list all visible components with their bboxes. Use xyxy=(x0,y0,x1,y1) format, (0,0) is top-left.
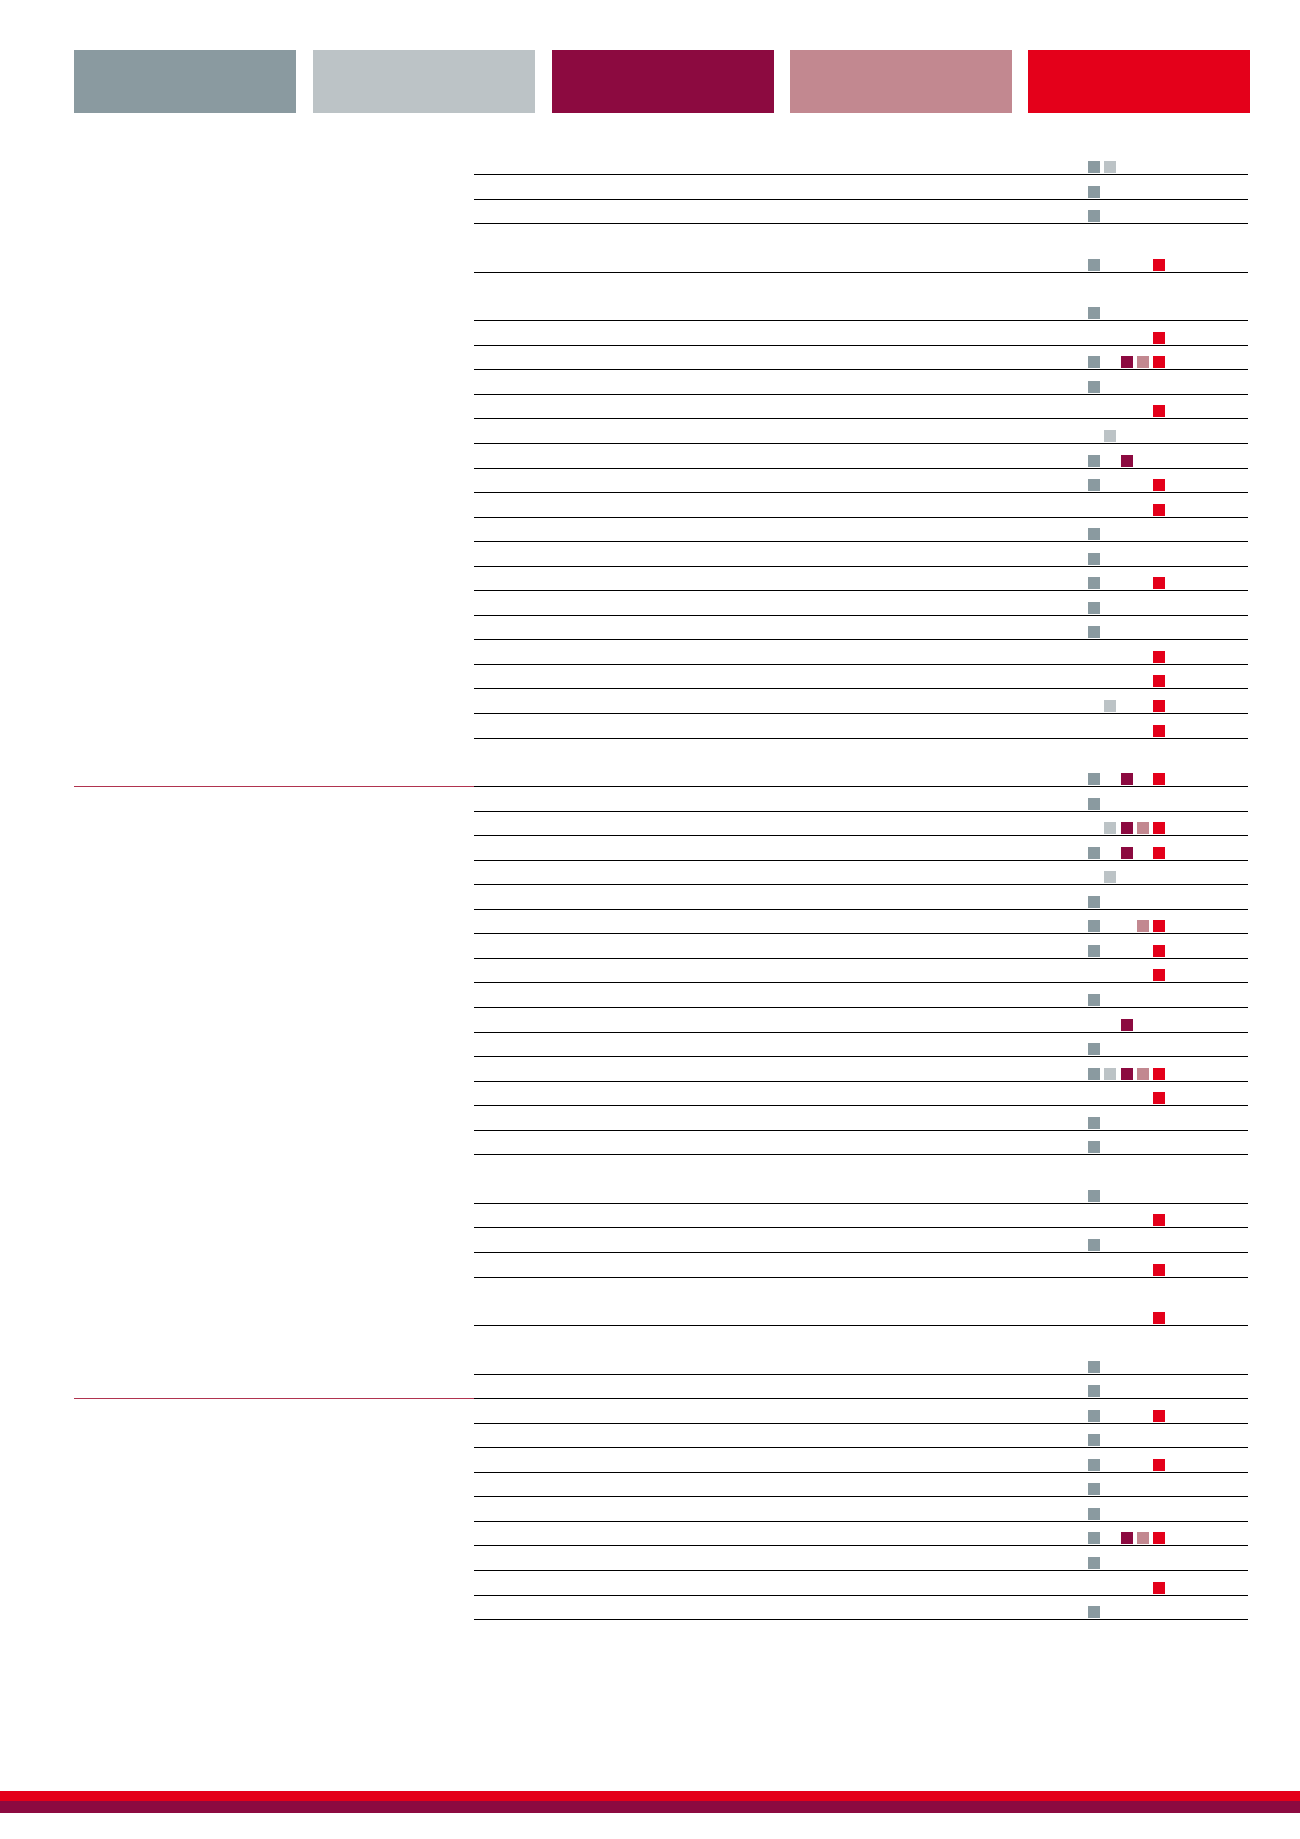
table-row-rule xyxy=(474,272,1248,273)
table-row-rule xyxy=(474,1374,1248,1375)
marker-cat5 xyxy=(1153,822,1165,834)
marker-cat5 xyxy=(1153,577,1165,589)
marker-cat5 xyxy=(1153,1264,1165,1276)
table-row-rule xyxy=(474,811,1248,812)
table-row-rule xyxy=(474,1203,1248,1204)
table-row-rule xyxy=(474,1081,1248,1082)
marker-cat5 xyxy=(1153,405,1165,417)
table-row-rule xyxy=(474,418,1248,419)
table-row-rule xyxy=(474,835,1248,836)
marker-cat5 xyxy=(1153,356,1165,368)
marker-cat5 xyxy=(1153,1410,1165,1422)
table-row-rule xyxy=(474,1130,1248,1131)
marker-cat1 xyxy=(1088,1532,1100,1544)
marker-cat3 xyxy=(1121,773,1133,785)
marker-cat5 xyxy=(1153,773,1165,785)
marker-cat1 xyxy=(1088,994,1100,1006)
marker-cat1 xyxy=(1088,210,1100,222)
marker-cat2 xyxy=(1104,822,1116,834)
marker-cat1 xyxy=(1088,1141,1100,1153)
table-row-rule xyxy=(474,664,1248,665)
marker-cat1 xyxy=(1088,920,1100,932)
table-row-rule xyxy=(474,443,1248,444)
table-row-rule xyxy=(474,1277,1248,1278)
table-row-rule xyxy=(474,639,1248,640)
table-row-rule xyxy=(474,223,1248,224)
marker-cat5 xyxy=(1153,675,1165,687)
marker-cat3 xyxy=(1121,1068,1133,1080)
table-row-rule xyxy=(474,1496,1248,1497)
marker-cat1 xyxy=(1088,1385,1100,1397)
table-row-rule xyxy=(474,933,1248,934)
legend-block-cat4 xyxy=(790,50,1012,113)
marker-cat1 xyxy=(1088,626,1100,638)
marker-cat1 xyxy=(1088,798,1100,810)
marker-cat3 xyxy=(1121,356,1133,368)
marker-cat3 xyxy=(1121,847,1133,859)
section-divider xyxy=(74,1398,478,1399)
marker-cat1 xyxy=(1088,381,1100,393)
marker-cat4 xyxy=(1137,356,1149,368)
marker-cat1 xyxy=(1088,1361,1100,1373)
marker-cat5 xyxy=(1153,332,1165,344)
marker-cat5 xyxy=(1153,725,1165,737)
table-row-rule xyxy=(474,1007,1248,1008)
table-row-rule xyxy=(474,541,1248,542)
marker-cat1 xyxy=(1088,1459,1100,1471)
marker-cat1 xyxy=(1088,259,1100,271)
marker-cat5 xyxy=(1153,920,1165,932)
marker-cat5 xyxy=(1153,259,1165,271)
marker-cat2 xyxy=(1104,430,1116,442)
marker-cat5 xyxy=(1153,1214,1165,1226)
marker-cat5 xyxy=(1153,969,1165,981)
table-row-rule xyxy=(474,860,1248,861)
marker-cat1 xyxy=(1088,577,1100,589)
table-row-rule xyxy=(474,199,1248,200)
marker-cat1 xyxy=(1088,1434,1100,1446)
table-row-rule xyxy=(474,1570,1248,1571)
marker-cat4 xyxy=(1137,822,1149,834)
table-row-rule xyxy=(474,1252,1248,1253)
marker-cat2 xyxy=(1104,1068,1116,1080)
marker-cat3 xyxy=(1121,822,1133,834)
marker-cat4 xyxy=(1137,1068,1149,1080)
table-row-rule xyxy=(474,884,1248,885)
table-row-rule xyxy=(474,1325,1248,1326)
table-row-rule xyxy=(474,1619,1248,1620)
table-row-rule xyxy=(474,369,1248,370)
marker-cat5 xyxy=(1153,1092,1165,1104)
marker-cat2 xyxy=(1104,700,1116,712)
table-row-rule xyxy=(474,958,1248,959)
marker-cat1 xyxy=(1088,479,1100,491)
marker-cat1 xyxy=(1088,896,1100,908)
table-row-rule xyxy=(474,1545,1248,1546)
legend-block-cat3 xyxy=(552,50,774,113)
table-row-rule xyxy=(474,590,1248,591)
table-row-rule xyxy=(474,688,1248,689)
table-row-rule xyxy=(474,517,1248,518)
marker-cat3 xyxy=(1121,1019,1133,1031)
marker-cat1 xyxy=(1088,1508,1100,1520)
table-row-rule xyxy=(474,713,1248,714)
table-row-rule xyxy=(474,1398,1248,1399)
marker-cat2 xyxy=(1104,161,1116,173)
footer-band-red xyxy=(0,1791,1300,1801)
table-row-rule xyxy=(474,1105,1248,1106)
marker-cat5 xyxy=(1153,945,1165,957)
footer-band-maroon xyxy=(0,1801,1300,1813)
table-row-rule xyxy=(474,738,1248,739)
marker-cat3 xyxy=(1121,455,1133,467)
table-row-rule xyxy=(474,492,1248,493)
table-row-rule xyxy=(474,320,1248,321)
marker-cat1 xyxy=(1088,945,1100,957)
table-row-rule xyxy=(474,1056,1248,1057)
marker-cat1 xyxy=(1088,1043,1100,1055)
marker-cat1 xyxy=(1088,356,1100,368)
legend-block-cat5 xyxy=(1028,50,1250,113)
marker-cat1 xyxy=(1088,186,1100,198)
marker-cat1 xyxy=(1088,1606,1100,1618)
table-row-rule xyxy=(474,1595,1248,1596)
marker-cat1 xyxy=(1088,1190,1100,1202)
marker-cat1 xyxy=(1088,1117,1100,1129)
marker-cat5 xyxy=(1153,651,1165,663)
marker-cat3 xyxy=(1121,1532,1133,1544)
table-row-rule xyxy=(474,1447,1248,1448)
marker-cat5 xyxy=(1153,1312,1165,1324)
marker-cat1 xyxy=(1088,1068,1100,1080)
marker-cat5 xyxy=(1153,700,1165,712)
marker-cat1 xyxy=(1088,1557,1100,1569)
marker-cat5 xyxy=(1153,479,1165,491)
table-row-rule xyxy=(474,174,1248,175)
section-divider xyxy=(74,786,478,787)
table-row-rule xyxy=(474,566,1248,567)
marker-cat1 xyxy=(1088,1483,1100,1495)
table-row-rule xyxy=(474,615,1248,616)
marker-cat1 xyxy=(1088,773,1100,785)
marker-cat5 xyxy=(1153,1532,1165,1544)
table-row-rule xyxy=(474,1032,1248,1033)
marker-cat1 xyxy=(1088,307,1100,319)
table-row-rule xyxy=(474,394,1248,395)
table-row-rule xyxy=(474,982,1248,983)
table-row-rule xyxy=(474,345,1248,346)
legend-block-cat1 xyxy=(74,50,296,113)
table-row-rule xyxy=(474,1472,1248,1473)
table-row-rule xyxy=(474,1227,1248,1228)
marker-cat1 xyxy=(1088,1410,1100,1422)
table-row-rule xyxy=(474,1423,1248,1424)
marker-cat1 xyxy=(1088,553,1100,565)
marker-cat4 xyxy=(1137,1532,1149,1544)
table-row-rule xyxy=(474,468,1248,469)
table-row-rule xyxy=(474,909,1248,910)
marker-cat1 xyxy=(1088,602,1100,614)
table-row-rule xyxy=(474,1521,1248,1522)
marker-cat1 xyxy=(1088,1239,1100,1251)
table-row-rule xyxy=(474,786,1248,787)
marker-cat1 xyxy=(1088,528,1100,540)
table-row-rule xyxy=(474,1154,1248,1155)
marker-cat5 xyxy=(1153,1068,1165,1080)
marker-cat2 xyxy=(1104,871,1116,883)
marker-cat5 xyxy=(1153,1459,1165,1471)
marker-cat5 xyxy=(1153,504,1165,516)
marker-cat5 xyxy=(1153,1582,1165,1594)
marker-cat1 xyxy=(1088,847,1100,859)
marker-cat1 xyxy=(1088,455,1100,467)
marker-cat4 xyxy=(1137,920,1149,932)
legend-block-cat2 xyxy=(313,50,535,113)
marker-cat1 xyxy=(1088,161,1100,173)
marker-cat5 xyxy=(1153,847,1165,859)
